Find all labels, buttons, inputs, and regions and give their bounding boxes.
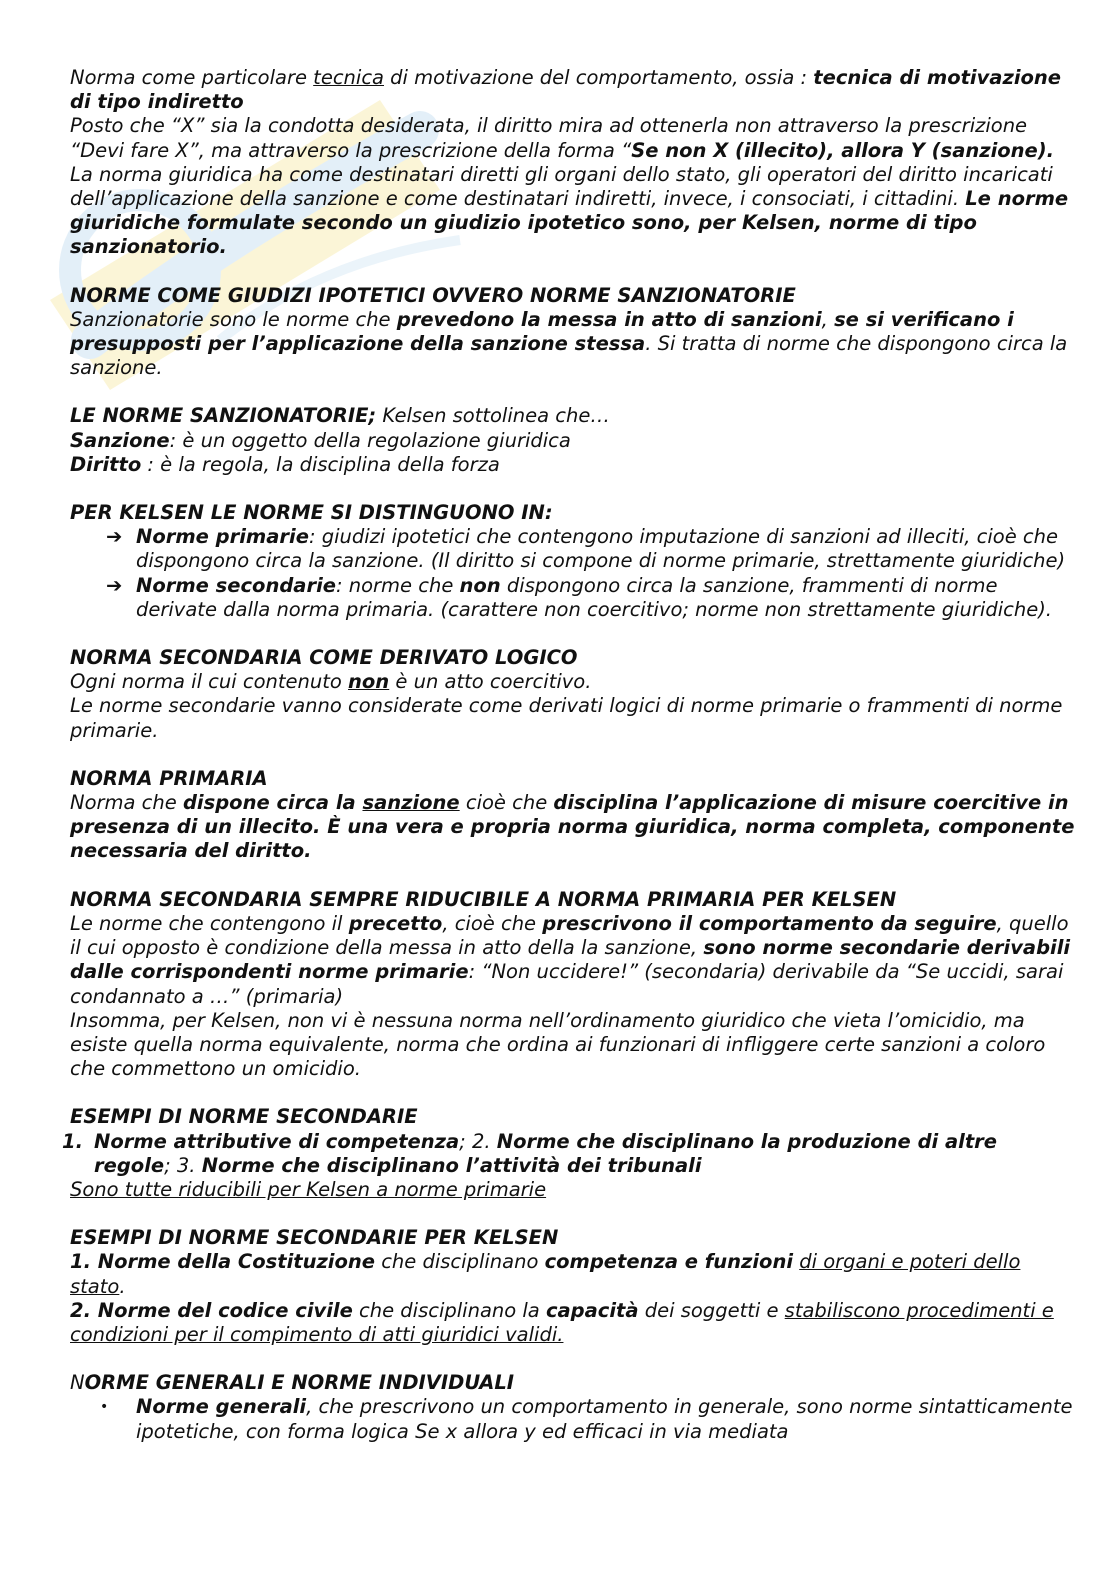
codice-civile-line: 2. Norme del codice civile che disciplinano la capacità dei soggetti e stabiliscono procedimenti e condizioni per il compimento di atti giuridici validi. [70,1298,1054,1346]
list-item: • Norme generali, che prescrivono un comportamento in generale, sono norme sintatticamente ipotetiche, con forma logica Se x allora y ed efficaci in via mediata [100,1395,1073,1443]
section-heading-derivato: NORMA SECONDARIA COME DERIVATO LOGICO [70,646,578,670]
esempi-footer: Sono tutte riducibili per Kelsen a norme primarie [70,1177,547,1201]
list-item: 1. Norme attributive di competenza; 2. Norme che disciplinano la produzione di altre regole; 3. Norme che disciplinano l’attività dei tribunali [62,1129,998,1177]
intro-p1: Norma come particolare tecnica di motivazione del comportamento, ossia : tecnica di motivazione di tipo indiretto [70,66,1062,114]
costituzione-line: 1. Norme della Costituzione che disciplinano competenza e funzioni di organi e poteri dello stato. [70,1250,1021,1298]
section-heading-distinguono: PER KELSEN LE NORME SI DISTINGUONO IN: [70,501,553,525]
riducibile-text-2: Insomma, per Kelsen, non vi è nessuna norma nell’ordinamento giuridico che vieta l’omicidio, ma esiste quella norma equivalente, norma che ordina ai funzionari di infliggere certe sanzioni a coloro che commettono un omicidio. [70,1008,1046,1081]
bullet-icon: • [100,1399,109,1416]
list-item: ➔ Norme secondarie: norme che non dispongono circa la sanzione, frammenti di norme derivate dalla norma primaria. (carattere non coercitivo; norme non strettamente giuridiche). [106,573,1053,621]
generali-list [70,1395,1080,1443]
section-heading-sanzionatorie: LE NORME SANZIONATORIE; Kelsen sottolinea che… [70,404,610,428]
section-heading-giudizi: NORME COME GIUDIZI IPOTETICI OVVERO NORME SANZIONATORIE [70,283,796,307]
norme-list [70,525,1080,622]
underlined-word: tecnica [313,66,384,89]
section-heading-esempi: ESEMPI DI NORME SECONDARIE [70,1105,418,1129]
section-heading-riducibile: NORMA SECONDARIA SEMPRE RIDUCIBILE A NORMA PRIMARIA PER KELSEN [70,887,897,911]
derivato-line-1: Ogni norma il cui contenuto non è un atto coercitivo. [70,670,592,694]
esempi-list [62,1129,1080,1178]
arrow-bullet-icon: ➔ [106,525,123,549]
section-heading-generali: NORME GENERALI E NORME INDIVIDUALI [70,1371,515,1395]
intro-p2: Posto che “X” sia la condotta desiderata, il diritto mira ad ottenerla non attraverso la prescrizione “Devi fare X”, ma attraverso la prescrizione della forma “Se non X (illecito), allora Y (sanzione). [70,114,1055,162]
list-item: ➔ Norme primarie: giudizi ipotetici che contengono imputazione di sanzioni ad illeciti, cioè che dispongono circa la sanzione. (Il diritto si compone di norme primarie, strettamente giuridiche) [106,525,1066,573]
intro-p3: La norma giuridica ha come destinatari diretti gli organi dello stato, gli operatori del diritto incaricati dell’applicazione della sanzione e come destinatari indiretti, invece, i consociati, i cittadini. Le norme giuridiche formulate secondo un giudizio ipotetico sono, per Kelsen, norme di tipo sanzionatorio. [70,162,1069,259]
document-page [62,66,1080,1444]
sanzione-line: Sanzione: è un oggetto della regolazione giuridica [70,428,571,452]
primaria-text: Norma che dispone circa la sanzione cioè che disciplina l’applicazione di misure coercitive in presenza di un illecito. È una vera e propria norma giuridica, norma completa, componente necessaria del diritto. [70,791,1075,863]
section-heading-esempi-kelsen: ESEMPI DI NORME SECONDARIE PER KELSEN [70,1226,559,1250]
arrow-bullet-icon: ➔ [106,573,123,597]
section-heading-primaria: NORMA PRIMARIA [70,766,268,790]
derivato-line-2: Le norme secondarie vanno considerate come derivati logici di norme primarie o frammenti di norme primarie. [70,694,1063,742]
diritto-line: Diritto : è la regola, la disciplina della forza [70,452,500,476]
giudizi-text: Sanzionatorie sono le norme che prevedono la messa in atto di sanzioni, se si verificano i presupposti per l’applicazione della sanzione stessa. Si tratta di norme che dispongono circa la sanzione. [70,307,1068,380]
riducibile-text: Le norme che contengono il precetto, cioè che prescrivono il comportamento da seguire, quello il cui opposto è condizione della messa in atto della la sanzione, sono norme secondarie derivabili dalle corrispondenti norme primarie: “Non uccidere!” (secondaria) derivabile da “Se uccidi, sarai condannato a …” (primaria) [70,911,1071,1008]
